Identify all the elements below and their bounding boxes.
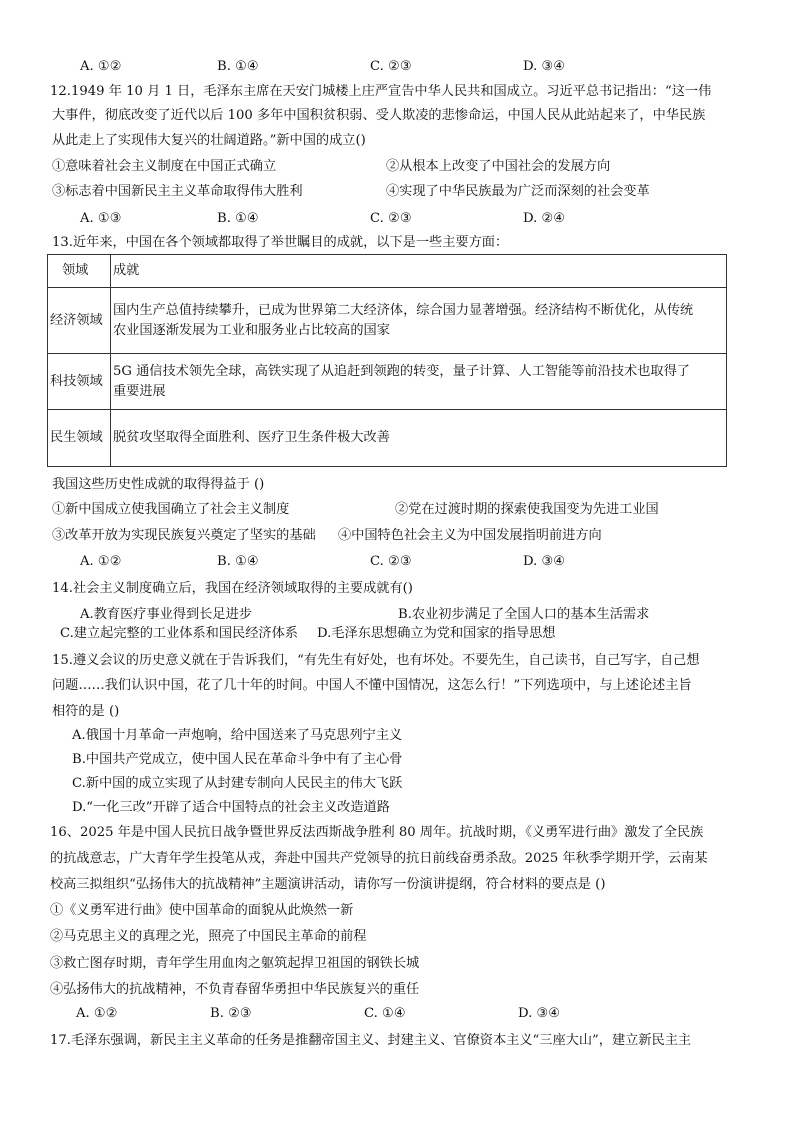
q13-item-4: ④中国特色社会主义为中国发展指明前进方向 <box>338 528 602 543</box>
table-row <box>48 354 727 410</box>
option-c: C. ①④ <box>364 1006 406 1021</box>
option-d: D. ②④ <box>523 211 566 226</box>
q12-stem-line-2: 大事件，彻底改变了近代以后 100 多年中国积贫积弱、受人欺凌的悲惨命运，中国人民从此站起来了，中华民族 <box>52 108 706 123</box>
achievements-table <box>47 254 727 467</box>
option-c: C. ②③ <box>370 59 412 74</box>
q15-stem-line-2: 问题……我们认识中国，花了几十年的时间。中国人不懂中国情况，这怎么行！”下列选项中，与上述论述主旨 <box>52 678 692 693</box>
table-header-field: 领域 <box>48 255 111 288</box>
q13-item-3: ③改革开放为实现民族复兴奠定了坚实的基础 <box>52 528 316 543</box>
option-b: B. ①④ <box>217 211 259 226</box>
q13-question: 我国这些历史性成就的取得得益于 () <box>52 477 265 492</box>
q15-option-c: C.新中国的成立实现了从封建专制向人民民主的伟大飞跃 <box>72 776 403 791</box>
q12-item-4: ④实现了中华民族最为广泛而深刻的社会变革 <box>386 184 650 199</box>
option-b: B. ①④ <box>217 59 259 74</box>
table-header-achievement: 成就 <box>111 255 727 288</box>
option-b: B. ①④ <box>217 554 259 569</box>
option-a: A. ①③ <box>80 211 122 226</box>
table-cell-field: 经济领域 <box>48 288 111 354</box>
table-cell-achievement: 脱贫攻坚取得全面胜利、医疗卫生条件极大改善 <box>111 410 727 467</box>
option-a: A. ①② <box>80 554 122 569</box>
option-a: A. ①② <box>76 1006 118 1021</box>
q12-item-1: ①意味着社会主义制度在中国正式确立 <box>52 159 277 174</box>
q16-stem-line-2: 的抗战意志，广大青年学生投笔从戎，奔赴中国共产党领导的抗日前线奋勇杀敌。2025 年秋季学期开学，云南某 <box>50 851 708 866</box>
option-d: D. ③④ <box>523 59 566 74</box>
table-cell-achievement: 5G 通信技术领先全球，高铁实现了从追赶到领跑的转变，量子计算、人工智能等前沿技术也取得了 重要进展 <box>111 354 727 410</box>
q14-option-b: B.农业初步满足了全国人口的基本生活需求 <box>398 607 650 622</box>
q12-item-2: ②从根本上改变了中国社会的发展方向 <box>386 159 611 174</box>
table-row <box>48 410 727 467</box>
q15-stem-line-3: 相符的是 () <box>52 704 120 719</box>
q15-option-a: A.俄国十月革命一声炮响，给中国送来了马克思列宁主义 <box>72 728 403 743</box>
q13-item-2: ②党在过渡时期的探索使我国变为先进工业国 <box>395 502 659 517</box>
table-header-row <box>48 255 727 288</box>
table-cell-field: 科技领域 <box>48 354 111 410</box>
q13-options <box>0 553 793 571</box>
q15-stem-line-1: 15.遵义会议的历史意义就在于告诉我们，“有先生有好处，也有坏处。不要先生，自己读书，自己写字，自己想 <box>52 653 700 668</box>
q14-option-c: C.建立起完整的工业体系和国民经济体系 <box>60 626 298 641</box>
q14-stem: 14.社会主义制度确立后，我国在经济领域取得的主要成就有() <box>52 581 413 596</box>
q14-option-d: D.毛泽东思想确立为党和国家的指导思想 <box>317 626 556 641</box>
q17-stem: 17.毛泽东强调，新民主主义革命的任务是推翻帝国主义、封建主义、官僚资本主义“三座大山”，建立新民主主 <box>50 1033 692 1048</box>
q16-stem-line-1: 16、2025 年是中国人民抗日战争暨世界反法西斯战争胜利 80 周年。抗战时期，《义勇军进行曲》激发了全民族 <box>50 825 704 840</box>
q16-item-4: ④弘扬伟大的抗战精神，不负青春留华勇担中华民族复兴的重任 <box>50 982 420 997</box>
q12-stem-line-3: 从此走上了实现伟大复兴的壮阔道路。”新中国的成立() <box>52 133 366 148</box>
q16-item-3: ③救亡图存时期，青年学生用血肉之躯筑起捍卫祖国的钢铁长城 <box>50 956 420 971</box>
q13-item-1: ①新中国成立使我国确立了社会主义制度 <box>52 502 290 517</box>
q12-options <box>0 210 793 228</box>
option-a: A. ①② <box>80 59 122 74</box>
q15-option-d: D.“一化三改”开辟了适合中国特点的社会主义改造道路 <box>72 800 390 815</box>
option-c: C. ②③ <box>370 211 412 226</box>
q16-stem-line-3: 校高三拟组织“弘扬伟大的抗战精神”主题演讲活动，请你写一份演讲提纲，符合材料的要点是 () <box>50 877 606 892</box>
q12-stem-line-1: 12.1949 年 10 月 1 日，毛泽东主席在天安门城楼上庄严宣告中华人民共和国成立。习近平总书记指出：“这一伟 <box>50 84 712 99</box>
q16-item-1: ①《义勇军进行曲》使中国革命的面貌从此焕然一新 <box>50 903 354 918</box>
q16-options <box>0 1005 793 1023</box>
q14-option-a: A.教育医疗事业得到长足进步 <box>80 607 252 622</box>
option-c: C. ②③ <box>370 554 412 569</box>
table-cell-achievement: 国内生产总值持续攀升，已成为世界第二大经济体，综合国力显著增强。经济结构不断优化，从传统 农业国逐渐发展为工业和服务业占比较高的国家 <box>111 288 727 354</box>
q15-option-b: B.中国共产党成立，使中国人民在革命斗争中有了主心骨 <box>72 752 403 767</box>
q11-options <box>0 58 793 76</box>
q16-item-2: ②马克思主义的真理之光，照亮了中国民主革命的前程 <box>50 929 367 944</box>
table-cell-field: 民生领域 <box>48 410 111 467</box>
option-d: D. ③④ <box>523 554 566 569</box>
option-b: B. ②③ <box>210 1006 252 1021</box>
q12-item-3: ③标志着中国新民主主义革命取得伟大胜利 <box>52 184 303 199</box>
q13-stem: 13.近年来，中国在各个领域都取得了举世瞩目的成就，以下是一些主要方面： <box>52 235 509 250</box>
table-row <box>48 288 727 354</box>
option-d: D. ③④ <box>518 1006 561 1021</box>
